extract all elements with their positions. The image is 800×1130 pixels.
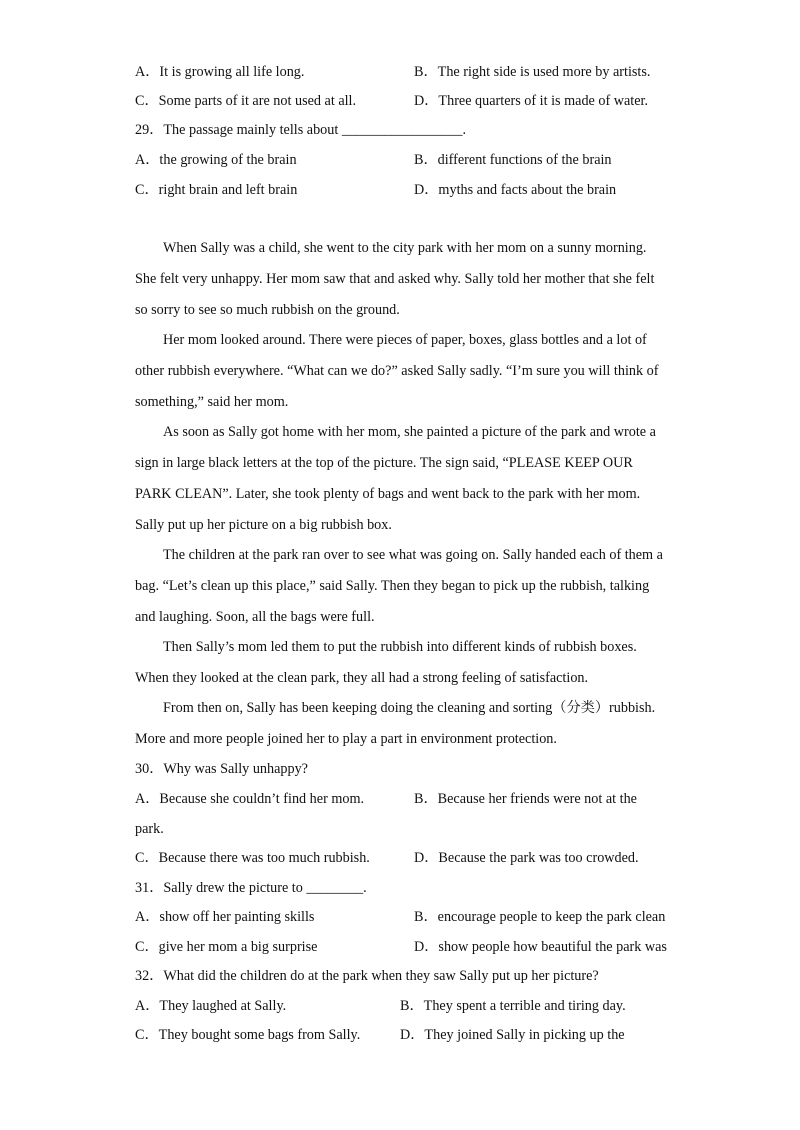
q32-option-a: A．They laughed at Sally. — [135, 998, 287, 1014]
q32-option-d: D．They joined Sally in picking up the — [400, 1027, 625, 1043]
passage-line: From then on, Sally has been keeping doing the cleaning and sorting（分类）rubbish. — [163, 700, 656, 716]
q32-stem: 32．What did the children do at the park when they saw Sally put up her picture? — [135, 968, 599, 984]
q28-option-b: B．The right side is used more by artists. — [414, 64, 651, 80]
q31-option-b: B．encourage people to keep the park clean — [414, 909, 666, 925]
q31-option-d: D．show people how beautiful the park was — [414, 939, 667, 955]
passage-line: PARK CLEAN”. Later, she took plenty of bags and went back to the park with her mom. — [135, 486, 641, 502]
q30-option-d: D．Because the park was too crowded. — [414, 850, 639, 866]
passage-line: sign in large black letters at the top of the picture. The sign said, “PLEASE KEEP OUR — [135, 455, 633, 471]
passage-line: Her mom looked around. There were pieces of paper, boxes, glass bottles and a lot of — [163, 332, 647, 348]
q30-option-c: C．Because there was too much rubbish. — [135, 850, 370, 866]
q29-option-a: A．the growing of the brain — [135, 152, 297, 168]
q28-option-d: D．Three quarters of it is made of water. — [414, 93, 649, 109]
passage-line: other rubbish everywhere. “What can we do?” asked Sally sadly. “I’m sure you will think of — [135, 363, 659, 379]
passage-line: She felt very unhappy. Her mom saw that and asked why. Sally told her mother that she felt — [135, 271, 655, 287]
q31-option-a: A．show off her painting skills — [135, 909, 315, 925]
passage-line: As soon as Sally got home with her mom, she painted a picture of the park and wrote a — [163, 424, 656, 440]
q30-option-b-continued: park. — [135, 821, 164, 837]
q29-option-d: D．myths and facts about the brain — [414, 182, 617, 198]
passage-line: Sally put up her picture on a big rubbish box. — [135, 517, 392, 533]
passage-line: When Sally was a child, she went to the city park with her mom on a sunny morning. — [163, 240, 647, 256]
q31-stem: 31．Sally drew the picture to ________. — [135, 880, 367, 896]
q31-option-c: C．give her mom a big surprise — [135, 939, 318, 955]
q32-option-b: B．They spent a terrible and tiring day. — [400, 998, 626, 1014]
q29-option-b: B．different functions of the brain — [414, 152, 612, 168]
passage-line: something,” said her mom. — [135, 394, 289, 410]
q29-option-c: C．right brain and left brain — [135, 182, 298, 198]
passage-line: so sorry to see so much rubbish on the ground. — [135, 302, 400, 318]
passage-line: bag. “Let’s clean up this place,” said Sally. Then they began to pick up the rubbish, talking — [135, 578, 650, 594]
passage-line: More and more people joined her to play a part in environment protection. — [135, 731, 557, 747]
q29-stem: 29．The passage mainly tells about _________________. — [135, 122, 466, 138]
passage-line: The children at the park ran over to see what was going on. Sally handed each of them a — [163, 547, 663, 563]
q28-option-c: C．Some parts of it are not used at all. — [135, 93, 357, 109]
passage-line: When they looked at the clean park, they all had a strong feeling of satisfaction. — [135, 670, 589, 686]
q30-stem: 30．Why was Sally unhappy? — [135, 761, 308, 777]
passage-line: and laughing. Soon, all the bags were full. — [135, 609, 375, 625]
q32-option-c: C．They bought some bags from Sally. — [135, 1027, 361, 1043]
q28-option-a: A．It is growing all life long. — [135, 64, 305, 80]
q30-option-a: A．Because she couldn’t find her mom. — [135, 791, 365, 807]
passage-line: Then Sally’s mom led them to put the rubbish into different kinds of rubbish boxes. — [163, 639, 637, 655]
q30-option-b: B．Because her friends were not at the — [414, 791, 637, 807]
